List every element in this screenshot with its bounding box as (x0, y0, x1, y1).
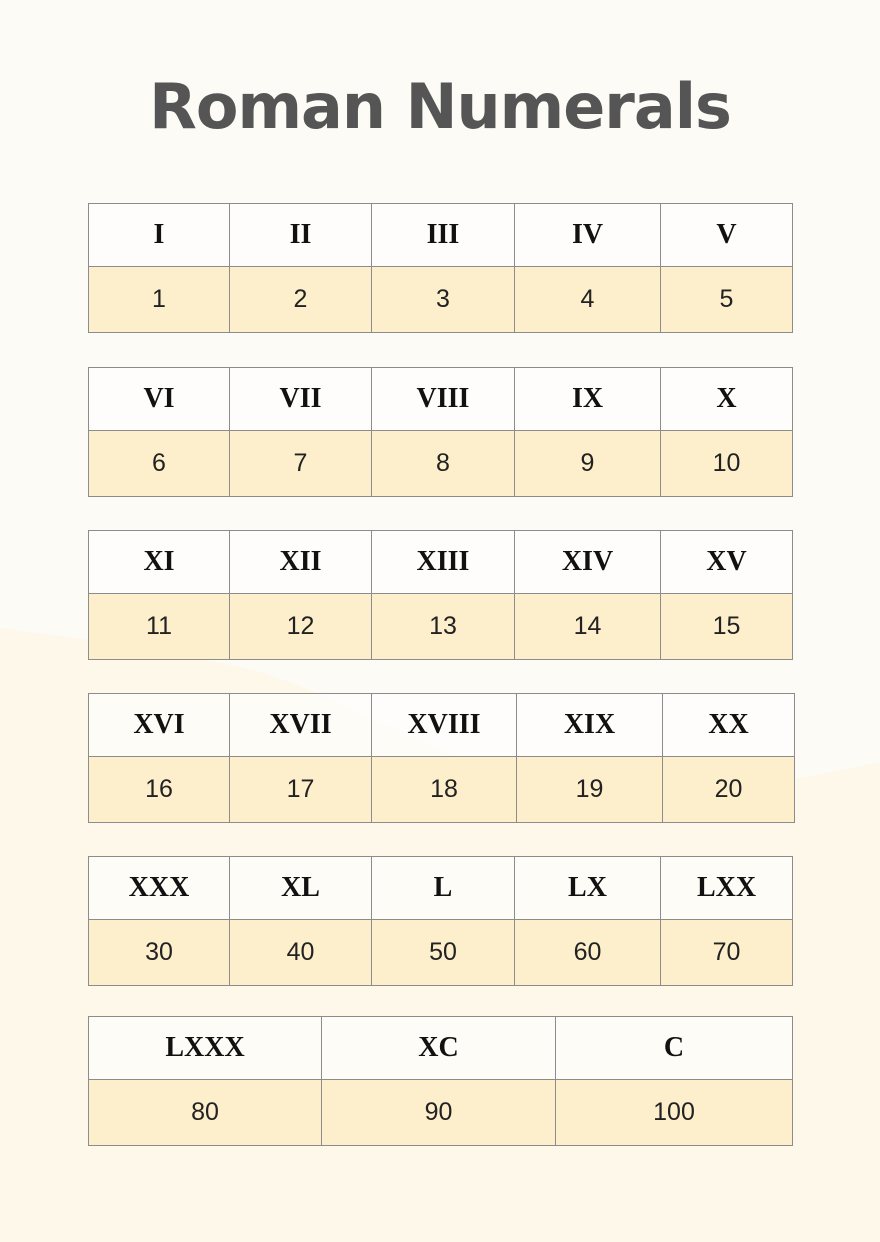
roman-cell: XIX (517, 694, 663, 757)
value-cell: 30 (89, 920, 230, 986)
roman-cell: IX (515, 368, 661, 431)
roman-cell: XVI (89, 694, 230, 757)
numeral-table-80-100 (88, 1016, 793, 1146)
value-cell: 15 (661, 594, 793, 660)
value-cell: 5 (661, 267, 793, 333)
roman-row (89, 531, 793, 594)
value-cell: 90 (322, 1080, 556, 1146)
roman-cell: XL (230, 857, 372, 920)
roman-cell: VIII (372, 368, 515, 431)
value-cell: 8 (372, 431, 515, 497)
roman-cell: VI (89, 368, 230, 431)
roman-cell: XXX (89, 857, 230, 920)
roman-cell: I (89, 204, 230, 267)
value-row (89, 1080, 793, 1146)
value-cell: 100 (556, 1080, 793, 1146)
numeral-table-6-10 (88, 367, 793, 497)
roman-cell: XIV (515, 531, 661, 594)
value-cell: 10 (661, 431, 793, 497)
roman-row (89, 694, 795, 757)
roman-cell: C (556, 1017, 793, 1080)
value-cell: 60 (515, 920, 661, 986)
value-cell: 11 (89, 594, 230, 660)
page-title: Roman Numerals (149, 70, 731, 143)
numeral-table-11-15 (88, 530, 793, 660)
roman-row (89, 204, 793, 267)
roman-cell: V (661, 204, 793, 267)
roman-cell: XV (661, 531, 793, 594)
value-cell: 50 (372, 920, 515, 986)
roman-cell: XI (89, 531, 230, 594)
roman-row (89, 1017, 793, 1080)
roman-cell: XIII (372, 531, 515, 594)
value-cell: 9 (515, 431, 661, 497)
value-cell: 12 (230, 594, 372, 660)
roman-cell: XC (322, 1017, 556, 1080)
roman-cell: IV (515, 204, 661, 267)
numeral-table-1-5 (88, 203, 793, 333)
value-cell: 80 (89, 1080, 322, 1146)
roman-cell: XVII (230, 694, 372, 757)
numeral-table-16-20 (88, 693, 795, 823)
roman-row (89, 857, 793, 920)
value-cell: 7 (230, 431, 372, 497)
roman-cell: L (372, 857, 515, 920)
value-cell: 2 (230, 267, 372, 333)
value-cell: 4 (515, 267, 661, 333)
roman-cell: XX (663, 694, 795, 757)
roman-cell: VII (230, 368, 372, 431)
roman-row (89, 368, 793, 431)
value-cell: 40 (230, 920, 372, 986)
value-cell: 6 (89, 431, 230, 497)
value-cell: 14 (515, 594, 661, 660)
roman-cell: LX (515, 857, 661, 920)
value-cell: 1 (89, 267, 230, 333)
value-cell: 3 (372, 267, 515, 333)
roman-cell: XVIII (372, 694, 517, 757)
value-cell: 18 (372, 757, 517, 823)
value-row (89, 431, 793, 497)
value-row (89, 920, 793, 986)
value-cell: 17 (230, 757, 372, 823)
value-cell: 20 (663, 757, 795, 823)
numeral-table-30-70 (88, 856, 793, 986)
value-cell: 16 (89, 757, 230, 823)
value-cell: 19 (517, 757, 663, 823)
value-cell: 13 (372, 594, 515, 660)
roman-cell: LXXX (89, 1017, 322, 1080)
roman-cell: XII (230, 531, 372, 594)
roman-cell: LXX (661, 857, 793, 920)
roman-cell: X (661, 368, 793, 431)
value-row (89, 757, 795, 823)
value-row (89, 594, 793, 660)
value-cell: 70 (661, 920, 793, 986)
roman-cell: II (230, 204, 372, 267)
roman-cell: III (372, 204, 515, 267)
value-row (89, 267, 793, 333)
